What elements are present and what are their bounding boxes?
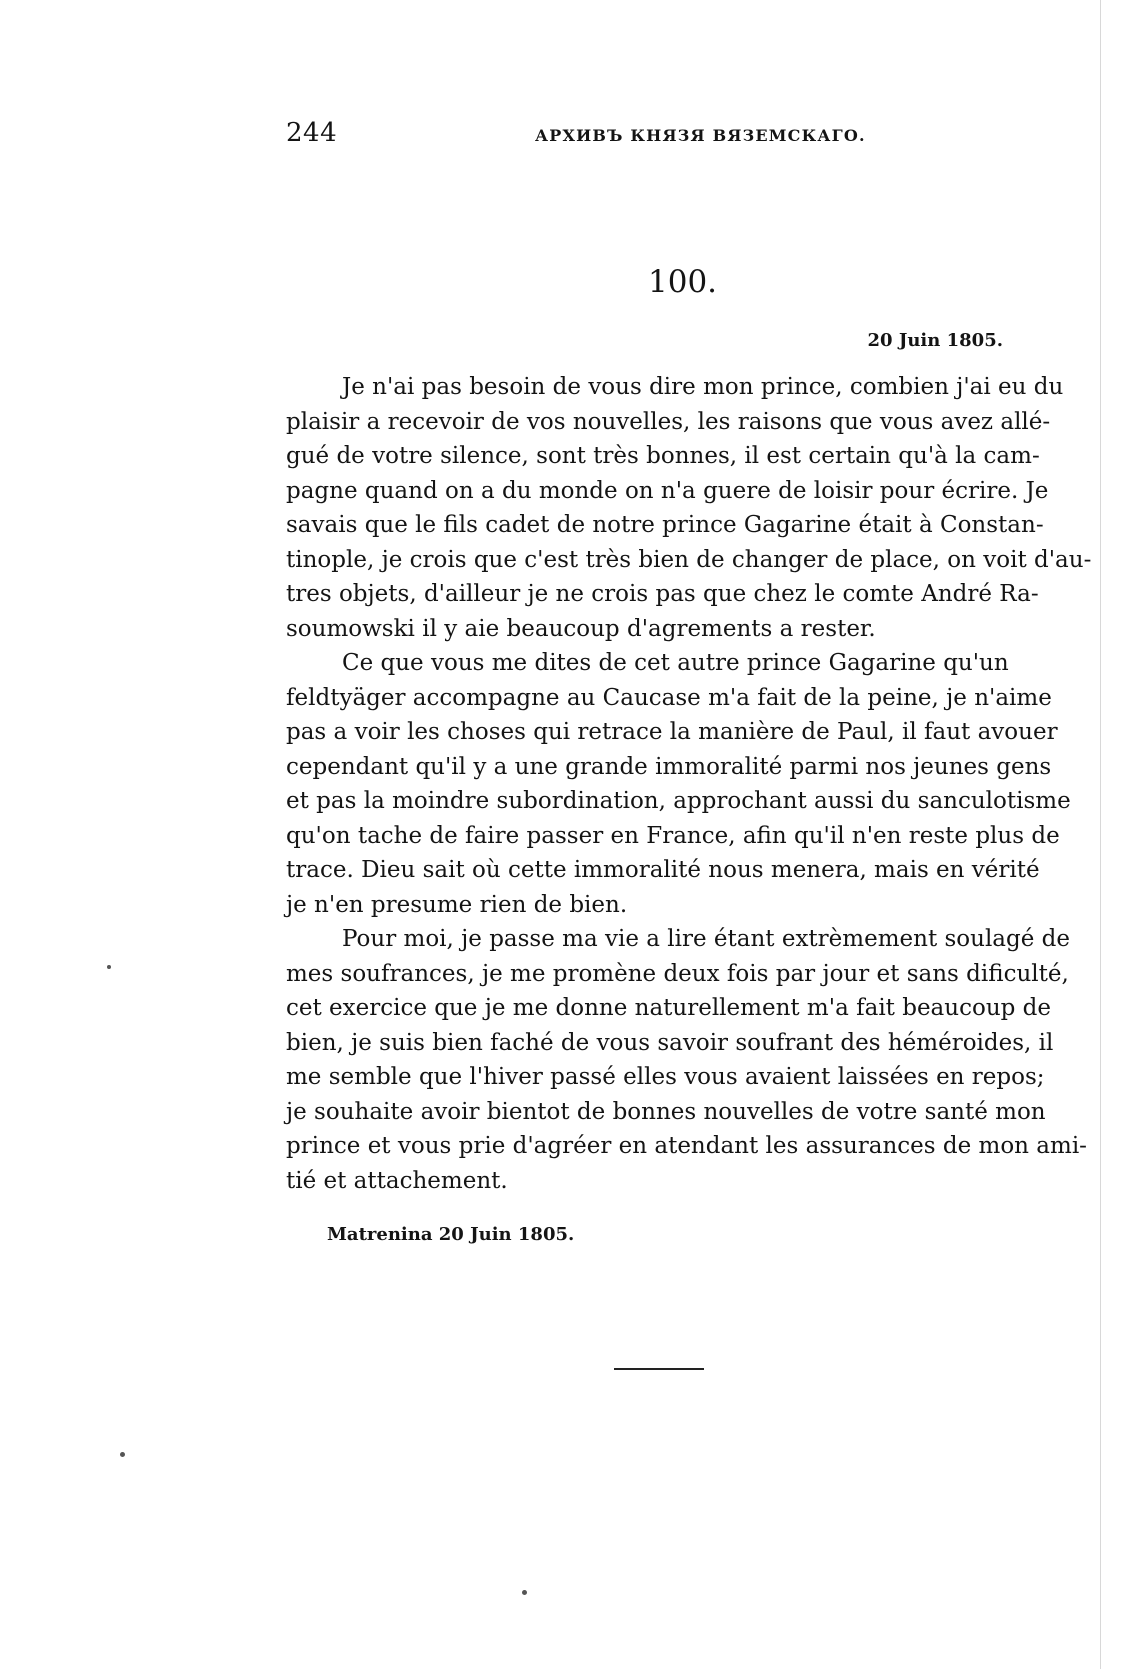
text-line: bien, je suis bien faché de vous savoir soufrant des héméroides, il bbox=[286, 1029, 1054, 1056]
text-line: qu'on tache de faire passer en France, afin qu'il n'en reste plus de bbox=[286, 822, 1060, 849]
text-line: Je n'ai pas besoin de vous dire mon prince, combien j'ai eu du bbox=[342, 374, 1064, 400]
text-line: tinople, je crois que c'est très bien de changer de place, on voit d'au- bbox=[286, 546, 1092, 573]
text-line: feldtyäger accompagne au Caucase m'a fait de la peine, je n'aime bbox=[286, 684, 1052, 711]
text-line: Pour moi, je passe ma vie a lire étant extrèmement soulagé de bbox=[342, 926, 1071, 952]
running-header: АРХИВЪ КНЯЗЯ ВЯЗЕМСКАГО. bbox=[535, 126, 866, 145]
page-number: 244 bbox=[286, 118, 338, 148]
paragraph bbox=[286, 922, 1087, 1198]
scan-speck bbox=[522, 1590, 527, 1595]
page-edge-line bbox=[1100, 0, 1101, 1669]
letter-number: 100. bbox=[648, 264, 718, 300]
text-line: prince et vous prie d'agréer en atendant les assurances de mon ami- bbox=[286, 1133, 1087, 1159]
text-line: plaisir a recevoir de vos nouvelles, les raisons que vous avez allé- bbox=[286, 408, 1051, 435]
text-line: trace. Dieu sait où cette immoralité nous menera, mais en vérité bbox=[286, 857, 1040, 883]
text-line: me semble que l'hiver passé elles vous avaient laissées en repos; bbox=[286, 1064, 1045, 1090]
letter-body bbox=[286, 370, 1092, 1198]
text-line: Ce que vous me dites de cet autre prince Gagarine qu'un bbox=[342, 650, 1009, 676]
text-line: soumowski il y aie beaucoup d'agrements a rester. bbox=[286, 615, 876, 642]
text-line: savais que le fils cadet de notre prince Gagarine était à Constan- bbox=[286, 512, 1044, 538]
text-line: pagne quand on a du monde on n'a guere de loisir pour écrire. Je bbox=[286, 477, 1049, 504]
text-line: mes soufrances, je me promène deux fois par jour et sans dificulté, bbox=[286, 960, 1069, 987]
text-line: et pas la moindre subordination, approchant aussi du sanculotisme bbox=[286, 788, 1071, 814]
text-line: pas a voir les choses qui retrace la manière de Paul, il faut avouer bbox=[286, 719, 1058, 745]
text-line: je souhaite avoir bientot de bonnes nouvelles de votre santé mon bbox=[286, 1098, 1046, 1125]
closing-rule bbox=[614, 1368, 704, 1370]
paragraph bbox=[286, 646, 1071, 922]
text-line: cependant qu'il y a une grande immoralité parmi nos jeunes gens bbox=[286, 753, 1052, 780]
text-line: gué de votre silence, sont très bonnes, il est certain qu'à la cam- bbox=[286, 443, 1040, 469]
letter-date: 20 Juin 1805. bbox=[867, 330, 1003, 351]
text-line: cet exercice que je me donne naturellement m'a fait beaucoup de bbox=[286, 995, 1051, 1021]
signature-line: Matrenina 20 Juin 1805. bbox=[327, 1224, 575, 1245]
scan-speck bbox=[120, 1452, 125, 1457]
text-line: tres objets, d'ailleur je ne crois pas que chez le comte André Ra- bbox=[286, 581, 1039, 607]
text-line: tié et attachement. bbox=[286, 1167, 508, 1194]
paragraph bbox=[286, 370, 1092, 646]
text-line: je n'en presume rien de bien. bbox=[286, 891, 628, 918]
scan-speck bbox=[107, 965, 111, 969]
